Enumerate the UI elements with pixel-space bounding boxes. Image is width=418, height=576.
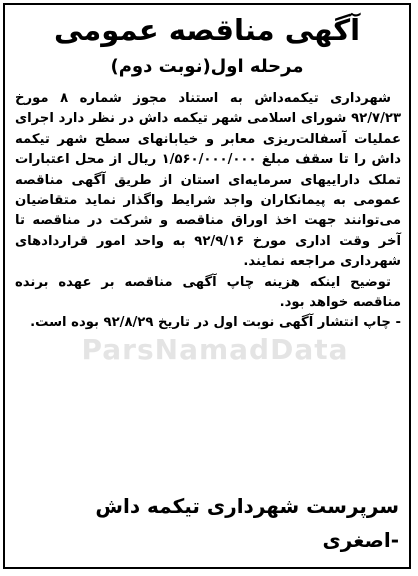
notice-body <box>15 89 401 334</box>
notice-paragraph-main: شهرداری تیکمه‌داش به استناد مجوز شماره ۸ مورخ ۹۲/۷/۲۳ شورای اسلامی شهر تیکمه داش در نظر دارد اجرای عملیات آسفالت‌ریزی معابر و خیابانهای سطح شهر تیکمه داش را تا سقف مبلغ ۱/۵۶۰/۰۰۰/۰۰۰ ریال از محل اعتبارات تملک داراییهای سرمایه‌ای استان از طریق آگهی مناقصه عمومی به پیمانکاران واجد شرایط واگذار نماید متقاضیان می‌توانند جهت اخذ اوراق مناقصه و شرکت در مناقصه تا آخر وقت اداری مورخ ۹۲/۹/۱۶ به واحد امور قراردادهای شهرداری مراجعه نمایند. <box>15 91 402 270</box>
notice-paragraph-first-print: - چاپ انتشار آگهی نوبت اول در تاریخ ۹۲/۸/۲۹ بوده است. <box>30 315 401 331</box>
tender-notice <box>3 3 411 569</box>
notice-subtitle: مرحله اول(نوبت دوم) <box>110 56 304 77</box>
watermark-logo: ParsNamadData <box>81 333 349 366</box>
signature-block <box>15 489 399 557</box>
signature-title: سرپرست شهرداری تیکمه داش <box>95 494 399 518</box>
notice-title: آگهی مناقصه عمومی <box>53 13 361 47</box>
notice-paragraph-cost: توضیح اینکه هزینه چاپ آگهی مناقصه بر عهده برنده مناقصه خواهد بود. <box>15 274 401 311</box>
signature-name: -اصغری <box>322 528 399 552</box>
